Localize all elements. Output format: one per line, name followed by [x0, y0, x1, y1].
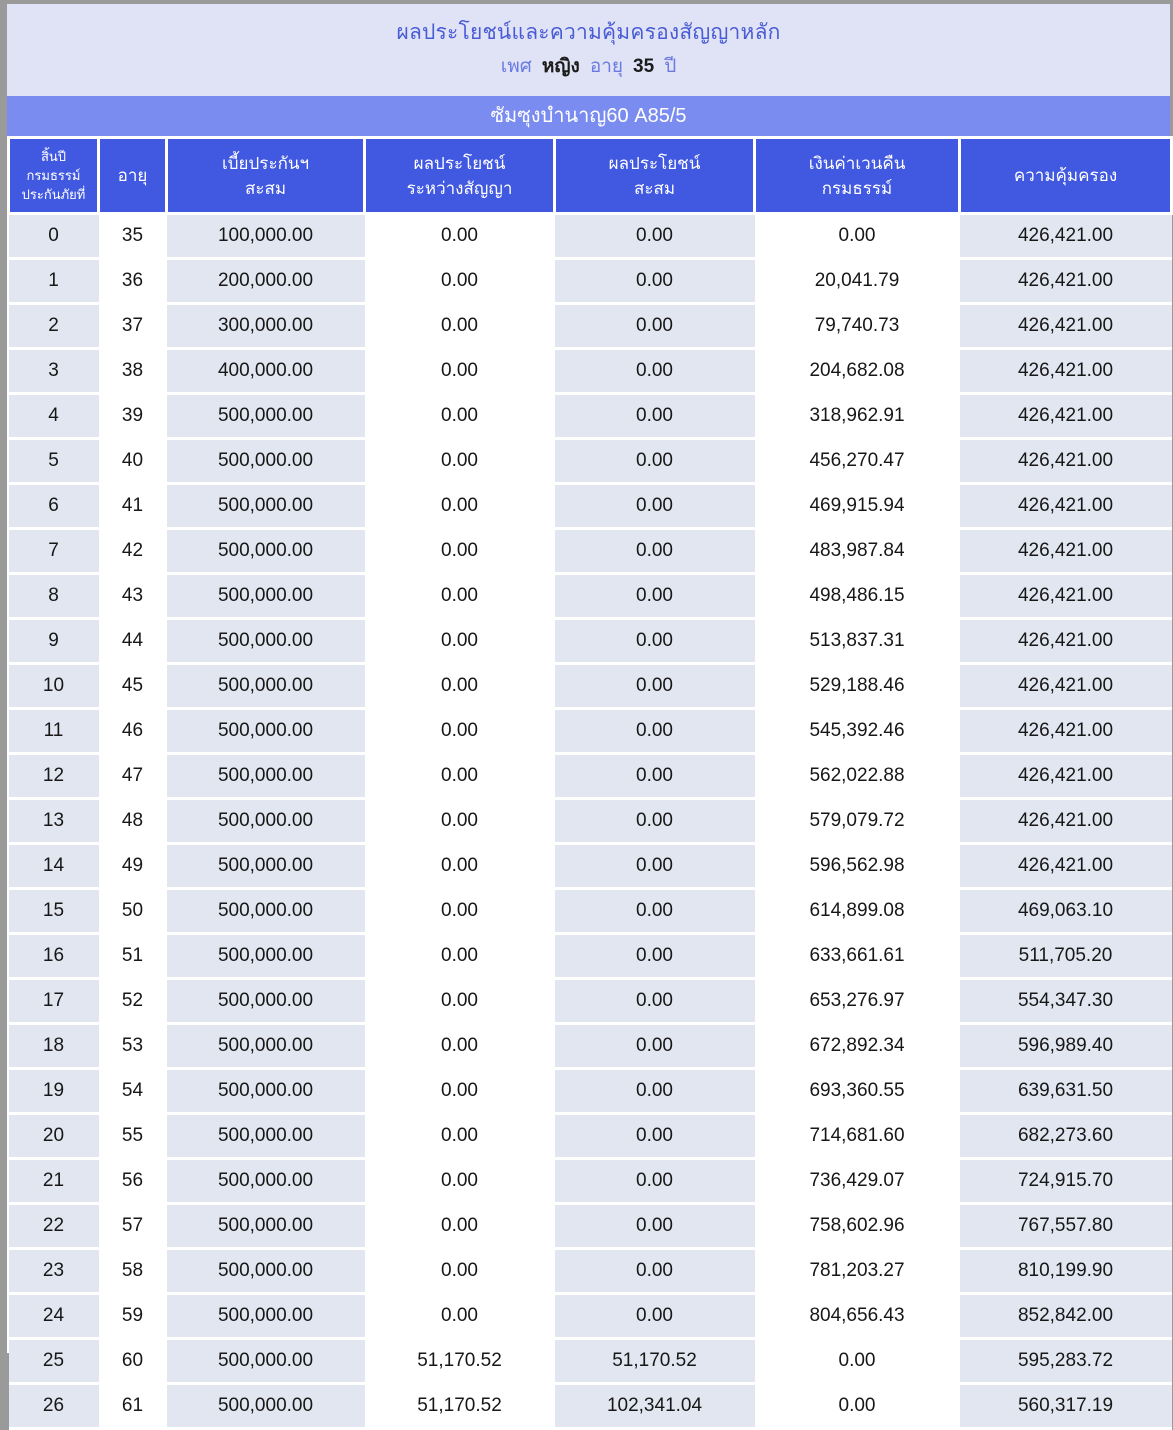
- cell-r5-c2: 500,000.00: [167, 439, 365, 484]
- cell-r25-c2: 500,000.00: [167, 1339, 365, 1384]
- cell-r15-c1: 50: [99, 889, 167, 934]
- cell-r3-c4: 0.00: [555, 349, 755, 394]
- cell-r23-c1: 58: [99, 1249, 167, 1294]
- table-row: [9, 394, 1172, 439]
- cell-r15-c3: 0.00: [365, 889, 555, 934]
- cell-r8-c6: 426,421.00: [960, 574, 1172, 619]
- cell-r25-c5: 0.00: [755, 1339, 960, 1384]
- cell-r13-c1: 48: [99, 799, 167, 844]
- cell-r26-c1: 61: [99, 1384, 167, 1429]
- cell-r3-c2: 400,000.00: [167, 349, 365, 394]
- cell-r22-c3: 0.00: [365, 1204, 555, 1249]
- cell-r11-c0: 11: [9, 709, 99, 754]
- cell-r11-c3: 0.00: [365, 709, 555, 754]
- age-value: 35: [633, 56, 655, 77]
- cell-r14-c2: 500,000.00: [167, 844, 365, 889]
- cell-r0-c6: 426,421.00: [960, 214, 1172, 259]
- cell-r9-c6: 426,421.00: [960, 619, 1172, 664]
- cell-r6-c4: 0.00: [555, 484, 755, 529]
- product-name-banner: ซัมซุงบำนาญ60 A85/5: [7, 96, 1170, 136]
- cell-r10-c0: 10: [9, 664, 99, 709]
- cell-r17-c2: 500,000.00: [167, 979, 365, 1024]
- cell-r7-c1: 42: [99, 529, 167, 574]
- table-row: [9, 934, 1172, 979]
- column-header-line: กรมธรรม์: [821, 178, 893, 198]
- cell-r21-c5: 736,429.07: [755, 1159, 960, 1204]
- cell-r26-c5: 0.00: [755, 1384, 960, 1429]
- cell-r13-c2: 500,000.00: [167, 799, 365, 844]
- cell-r22-c4: 0.00: [555, 1204, 755, 1249]
- cell-r9-c1: 44: [99, 619, 167, 664]
- table-row: [9, 754, 1172, 799]
- table-header-row: [9, 138, 1172, 214]
- cell-r2-c0: 2: [9, 304, 99, 349]
- cell-r26-c4: 102,341.04: [555, 1384, 755, 1429]
- cell-r2-c2: 300,000.00: [167, 304, 365, 349]
- column-header-line: เบี้ยประกันฯ: [221, 153, 310, 173]
- cell-r4-c4: 0.00: [555, 394, 755, 439]
- cell-r4-c5: 318,962.91: [755, 394, 960, 439]
- cell-r7-c3: 0.00: [365, 529, 555, 574]
- cell-r4-c0: 4: [9, 394, 99, 439]
- cell-r13-c0: 13: [9, 799, 99, 844]
- benefit-illustration-table: [7, 136, 1173, 1430]
- table-row: [9, 1294, 1172, 1339]
- column-header-line: อายุ: [117, 166, 148, 185]
- cell-r20-c6: 682,273.60: [960, 1114, 1172, 1159]
- cell-r18-c3: 0.00: [365, 1024, 555, 1069]
- cell-r0-c1: 35: [99, 214, 167, 259]
- cell-r9-c5: 513,837.31: [755, 619, 960, 664]
- cell-r1-c1: 36: [99, 259, 167, 304]
- cell-r12-c1: 47: [99, 754, 167, 799]
- cell-r14-c4: 0.00: [555, 844, 755, 889]
- page-title: ผลประโยชน์และความคุ้มครองสัญญาหลัก: [396, 21, 781, 44]
- cell-r19-c5: 693,360.55: [755, 1069, 960, 1114]
- cell-r26-c6: 560,317.19: [960, 1384, 1172, 1429]
- cell-r15-c4: 0.00: [555, 889, 755, 934]
- cell-r22-c0: 22: [9, 1204, 99, 1249]
- column-header-line: ผลประโยชน์: [608, 153, 701, 173]
- cell-r10-c1: 45: [99, 664, 167, 709]
- cell-r19-c6: 639,631.50: [960, 1069, 1172, 1114]
- cell-r15-c2: 500,000.00: [167, 889, 365, 934]
- cell-r17-c5: 653,276.97: [755, 979, 960, 1024]
- cell-r10-c5: 529,188.46: [755, 664, 960, 709]
- column-header-1: [99, 138, 167, 214]
- cell-r8-c3: 0.00: [365, 574, 555, 619]
- cell-r19-c2: 500,000.00: [167, 1069, 365, 1114]
- column-header-line: สะสม: [244, 178, 287, 198]
- cell-r11-c4: 0.00: [555, 709, 755, 754]
- cell-r19-c0: 19: [9, 1069, 99, 1114]
- cell-r16-c0: 16: [9, 934, 99, 979]
- table-row: [9, 799, 1172, 844]
- cell-r10-c2: 500,000.00: [167, 664, 365, 709]
- cell-r18-c0: 18: [9, 1024, 99, 1069]
- cell-r11-c6: 426,421.00: [960, 709, 1172, 754]
- cell-r18-c6: 596,989.40: [960, 1024, 1172, 1069]
- cell-r24-c1: 59: [99, 1294, 167, 1339]
- sex-label: เพศ: [500, 56, 532, 77]
- cell-r20-c5: 714,681.60: [755, 1114, 960, 1159]
- cell-r3-c0: 3: [9, 349, 99, 394]
- table-row: [9, 529, 1172, 574]
- column-header-4: [555, 138, 755, 214]
- cell-r14-c0: 14: [9, 844, 99, 889]
- cell-r10-c3: 0.00: [365, 664, 555, 709]
- cell-r23-c6: 810,199.90: [960, 1249, 1172, 1294]
- cell-r12-c4: 0.00: [555, 754, 755, 799]
- cell-r16-c3: 0.00: [365, 934, 555, 979]
- cell-r1-c4: 0.00: [555, 259, 755, 304]
- cell-r15-c5: 614,899.08: [755, 889, 960, 934]
- cell-r4-c6: 426,421.00: [960, 394, 1172, 439]
- cell-r0-c3: 0.00: [365, 214, 555, 259]
- cell-r7-c6: 426,421.00: [960, 529, 1172, 574]
- table-row: [9, 1204, 1172, 1249]
- column-header-2: [167, 138, 365, 214]
- column-header-line: สิ้นปี: [40, 149, 67, 164]
- cell-r20-c4: 0.00: [555, 1114, 755, 1159]
- cell-r22-c5: 758,602.96: [755, 1204, 960, 1249]
- cell-r15-c6: 469,063.10: [960, 889, 1172, 934]
- cell-r3-c5: 204,682.08: [755, 349, 960, 394]
- cell-r26-c2: 500,000.00: [167, 1384, 365, 1429]
- cell-r5-c6: 426,421.00: [960, 439, 1172, 484]
- cell-r2-c3: 0.00: [365, 304, 555, 349]
- illustration-page: [7, 4, 1170, 1416]
- cell-r2-c4: 0.00: [555, 304, 755, 349]
- age-unit-label: ปี: [664, 56, 677, 77]
- cell-r17-c6: 554,347.30: [960, 979, 1172, 1024]
- cell-r11-c2: 500,000.00: [167, 709, 365, 754]
- cell-r20-c2: 500,000.00: [167, 1114, 365, 1159]
- cell-r1-c3: 0.00: [365, 259, 555, 304]
- table-row: [9, 439, 1172, 484]
- table-row: [9, 349, 1172, 394]
- column-header-6: [960, 138, 1172, 214]
- cell-r14-c3: 0.00: [365, 844, 555, 889]
- table-row: [9, 1339, 1172, 1384]
- cell-r12-c6: 426,421.00: [960, 754, 1172, 799]
- cell-r23-c2: 500,000.00: [167, 1249, 365, 1294]
- cell-r23-c4: 0.00: [555, 1249, 755, 1294]
- cell-r16-c4: 0.00: [555, 934, 755, 979]
- cell-r1-c6: 426,421.00: [960, 259, 1172, 304]
- cell-r16-c1: 51: [99, 934, 167, 979]
- table-row: [9, 889, 1172, 934]
- cell-r7-c2: 500,000.00: [167, 529, 365, 574]
- cell-r3-c3: 0.00: [365, 349, 555, 394]
- cell-r8-c2: 500,000.00: [167, 574, 365, 619]
- cell-r13-c6: 426,421.00: [960, 799, 1172, 844]
- cell-r21-c0: 21: [9, 1159, 99, 1204]
- cell-r24-c6: 852,842.00: [960, 1294, 1172, 1339]
- cell-r20-c1: 55: [99, 1114, 167, 1159]
- cell-r9-c0: 9: [9, 619, 99, 664]
- cell-r21-c1: 56: [99, 1159, 167, 1204]
- cell-r5-c3: 0.00: [365, 439, 555, 484]
- column-header-3: [365, 138, 555, 214]
- cell-r26-c3: 51,170.52: [365, 1384, 555, 1429]
- column-header-line: สะสม: [633, 178, 676, 198]
- cell-r4-c3: 0.00: [365, 394, 555, 439]
- table-row: [9, 214, 1172, 259]
- cell-r20-c3: 0.00: [365, 1114, 555, 1159]
- cell-r1-c5: 20,041.79: [755, 259, 960, 304]
- cell-r7-c5: 483,987.84: [755, 529, 960, 574]
- cell-r5-c1: 40: [99, 439, 167, 484]
- table-row: [9, 484, 1172, 529]
- cell-r6-c3: 0.00: [365, 484, 555, 529]
- cell-r16-c2: 500,000.00: [167, 934, 365, 979]
- cell-r16-c6: 511,705.20: [960, 934, 1172, 979]
- cell-r0-c4: 0.00: [555, 214, 755, 259]
- cell-r12-c5: 562,022.88: [755, 754, 960, 799]
- cell-r25-c4: 51,170.52: [555, 1339, 755, 1384]
- cell-r18-c4: 0.00: [555, 1024, 755, 1069]
- table-row: [9, 1114, 1172, 1159]
- cell-r23-c0: 23: [9, 1249, 99, 1294]
- cell-r21-c4: 0.00: [555, 1159, 755, 1204]
- cell-r24-c5: 804,656.43: [755, 1294, 960, 1339]
- table-row: [9, 709, 1172, 754]
- table-row: [9, 1069, 1172, 1114]
- table-row: [9, 259, 1172, 304]
- cell-r8-c4: 0.00: [555, 574, 755, 619]
- cell-r5-c5: 456,270.47: [755, 439, 960, 484]
- cell-r23-c3: 0.00: [365, 1249, 555, 1294]
- table-row: [9, 619, 1172, 664]
- cell-r11-c1: 46: [99, 709, 167, 754]
- cell-r25-c0: 25: [9, 1339, 99, 1384]
- cell-r6-c2: 500,000.00: [167, 484, 365, 529]
- cell-r21-c3: 0.00: [365, 1159, 555, 1204]
- cell-r9-c2: 500,000.00: [167, 619, 365, 664]
- cell-r24-c3: 0.00: [365, 1294, 555, 1339]
- cell-r2-c1: 37: [99, 304, 167, 349]
- cell-r0-c2: 100,000.00: [167, 214, 365, 259]
- cell-r24-c2: 500,000.00: [167, 1294, 365, 1339]
- cell-r17-c1: 52: [99, 979, 167, 1024]
- cell-r24-c4: 0.00: [555, 1294, 755, 1339]
- cell-r0-c5: 0.00: [755, 214, 960, 259]
- table-row: [9, 304, 1172, 349]
- cell-r16-c5: 633,661.61: [755, 934, 960, 979]
- cell-r26-c0: 26: [9, 1384, 99, 1429]
- cell-r17-c0: 17: [9, 979, 99, 1024]
- cell-r12-c0: 12: [9, 754, 99, 799]
- cell-r6-c6: 426,421.00: [960, 484, 1172, 529]
- table-row: [9, 574, 1172, 619]
- cell-r3-c6: 426,421.00: [960, 349, 1172, 394]
- cell-r13-c4: 0.00: [555, 799, 755, 844]
- cell-r7-c0: 7: [9, 529, 99, 574]
- cell-r19-c1: 54: [99, 1069, 167, 1114]
- table-row: [9, 1384, 1172, 1429]
- cell-r2-c5: 79,740.73: [755, 304, 960, 349]
- cell-r12-c3: 0.00: [365, 754, 555, 799]
- cell-r23-c5: 781,203.27: [755, 1249, 960, 1294]
- cell-r20-c0: 20: [9, 1114, 99, 1159]
- cell-r8-c0: 8: [9, 574, 99, 619]
- sex-value: หญิง: [541, 56, 580, 77]
- cell-r6-c5: 469,915.94: [755, 484, 960, 529]
- cell-r1-c2: 200,000.00: [167, 259, 365, 304]
- table-row: [9, 1249, 1172, 1294]
- cell-r5-c0: 5: [9, 439, 99, 484]
- cell-r10-c6: 426,421.00: [960, 664, 1172, 709]
- cell-r13-c3: 0.00: [365, 799, 555, 844]
- column-header-line: กรมธรรม์: [26, 168, 81, 183]
- table-row: [9, 1024, 1172, 1069]
- cell-r22-c1: 57: [99, 1204, 167, 1249]
- cell-r9-c4: 0.00: [555, 619, 755, 664]
- cell-r9-c3: 0.00: [365, 619, 555, 664]
- table-row: [9, 844, 1172, 889]
- column-header-line: เงินค่าเวนคืน: [808, 153, 906, 173]
- cell-r18-c2: 500,000.00: [167, 1024, 365, 1069]
- cell-r6-c0: 6: [9, 484, 99, 529]
- cell-r25-c3: 51,170.52: [365, 1339, 555, 1384]
- cell-r4-c1: 39: [99, 394, 167, 439]
- cell-r11-c5: 545,392.46: [755, 709, 960, 754]
- cell-r5-c4: 0.00: [555, 439, 755, 484]
- cell-r19-c3: 0.00: [365, 1069, 555, 1114]
- age-label: อายุ: [589, 56, 624, 77]
- cell-r14-c1: 49: [99, 844, 167, 889]
- cell-r25-c6: 595,283.72: [960, 1339, 1172, 1384]
- column-header-line: ผลประโยชน์: [413, 153, 506, 173]
- cell-r8-c1: 43: [99, 574, 167, 619]
- table-row: [9, 1159, 1172, 1204]
- cell-r21-c2: 500,000.00: [167, 1159, 365, 1204]
- cell-r24-c0: 24: [9, 1294, 99, 1339]
- cell-r4-c2: 500,000.00: [167, 394, 365, 439]
- table-row: [9, 979, 1172, 1024]
- column-header-0: [9, 138, 99, 214]
- cell-r17-c3: 0.00: [365, 979, 555, 1024]
- column-header-5: [755, 138, 960, 214]
- cell-r25-c1: 60: [99, 1339, 167, 1384]
- cell-r21-c6: 724,915.70: [960, 1159, 1172, 1204]
- cell-r13-c5: 579,079.72: [755, 799, 960, 844]
- cell-r1-c0: 1: [9, 259, 99, 304]
- cell-r15-c0: 15: [9, 889, 99, 934]
- column-header-line: ประกันภัยที่: [21, 187, 86, 202]
- cell-r14-c6: 426,421.00: [960, 844, 1172, 889]
- cell-r3-c1: 38: [99, 349, 167, 394]
- cell-r19-c4: 0.00: [555, 1069, 755, 1114]
- cell-r22-c6: 767,557.80: [960, 1204, 1172, 1249]
- cell-r17-c4: 0.00: [555, 979, 755, 1024]
- column-header-line: ระหว่างสัญญา: [406, 178, 513, 198]
- table-row: [9, 664, 1172, 709]
- cell-r12-c2: 500,000.00: [167, 754, 365, 799]
- cell-r8-c5: 498,486.15: [755, 574, 960, 619]
- cell-r0-c0: 0: [9, 214, 99, 259]
- cell-r18-c1: 53: [99, 1024, 167, 1069]
- cell-r22-c2: 500,000.00: [167, 1204, 365, 1249]
- cell-r6-c1: 41: [99, 484, 167, 529]
- cell-r18-c5: 672,892.34: [755, 1024, 960, 1069]
- document-header: [7, 4, 1170, 96]
- cell-r7-c4: 0.00: [555, 529, 755, 574]
- column-header-line: ความคุ้มครอง: [1013, 166, 1118, 185]
- insured-summary: [7, 52, 1170, 82]
- cell-r14-c5: 596,562.98: [755, 844, 960, 889]
- table-body: [9, 214, 1172, 1429]
- cell-r2-c6: 426,421.00: [960, 304, 1172, 349]
- cell-r10-c4: 0.00: [555, 664, 755, 709]
